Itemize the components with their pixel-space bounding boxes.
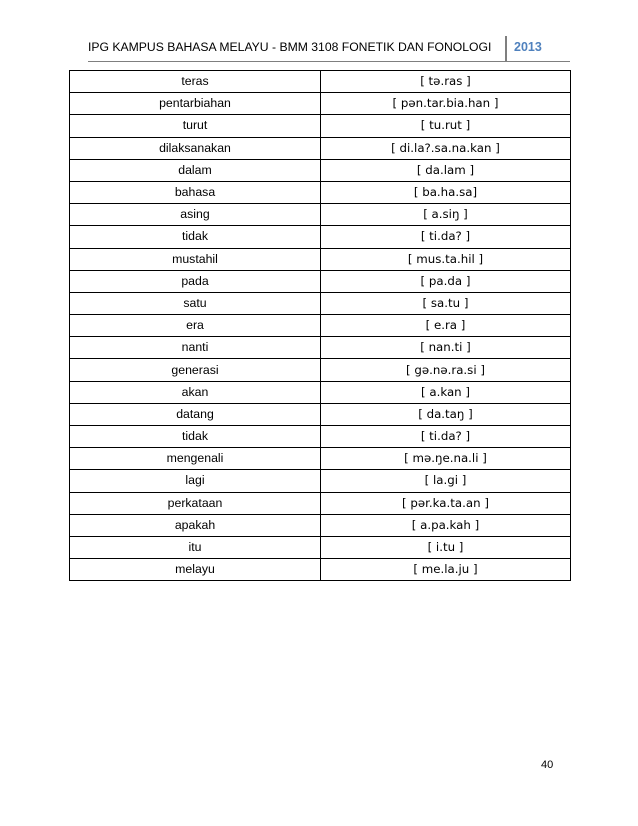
word-cell: dalam: [70, 159, 321, 181]
transcription-cell: [ a.siŋ ]: [321, 204, 571, 226]
table-row: [70, 448, 571, 470]
table-row: [70, 270, 571, 292]
transcription-cell: [ nan.ti ]: [321, 337, 571, 359]
transcription-cell: [ gə.nə.ra.si ]: [321, 359, 571, 381]
table-row: [70, 337, 571, 359]
table-row: [70, 226, 571, 248]
table-row: [70, 93, 571, 115]
word-cell: datang: [70, 403, 321, 425]
word-cell: akan: [70, 381, 321, 403]
word-cell: teras: [70, 71, 321, 93]
word-cell: pentarbiahan: [70, 93, 321, 115]
word-cell: apakah: [70, 514, 321, 536]
table-row: [70, 71, 571, 93]
word-cell: tidak: [70, 226, 321, 248]
word-cell: turut: [70, 115, 321, 137]
table-row: [70, 426, 571, 448]
word-cell: itu: [70, 536, 321, 558]
transcription-table: [69, 70, 568, 581]
word-cell: satu: [70, 292, 321, 314]
word-cell: pada: [70, 270, 321, 292]
transcription-cell: [ i.tu ]: [321, 536, 571, 558]
table-row: [70, 159, 571, 181]
word-cell: generasi: [70, 359, 321, 381]
table-row: [70, 514, 571, 536]
table-row: [70, 559, 571, 581]
transcription-cell: [ e.ra ]: [321, 315, 571, 337]
table-row: [70, 359, 571, 381]
transcription-cell: [ ba.ha.sa]: [321, 181, 571, 203]
table-row: [70, 403, 571, 425]
word-cell: mustahil: [70, 248, 321, 270]
word-cell: bahasa: [70, 181, 321, 203]
table-row: [70, 292, 571, 314]
word-cell: tidak: [70, 426, 321, 448]
word-cell: dilaksanakan: [70, 137, 321, 159]
transcription-cell: [ pa.da ]: [321, 270, 571, 292]
transcription-cell: [ mus.ta.hil ]: [321, 248, 571, 270]
header-year: 2013: [514, 40, 542, 54]
word-cell: era: [70, 315, 321, 337]
table-row: [70, 470, 571, 492]
header-title: IPG KAMPUS BAHASA MELAYU - BMM 3108 FONETIK DAN FONOLOGI: [88, 40, 492, 54]
table-row: [70, 115, 571, 137]
table-row: [70, 315, 571, 337]
transcription-cell: [ a.pa.kah ]: [321, 514, 571, 536]
transcription-cell: [ ti.da? ]: [321, 426, 571, 448]
transcription-cell: [ tu.rut ]: [321, 115, 571, 137]
transcription-cell: [ ti.da? ]: [321, 226, 571, 248]
transcription-cell: [ pən.tar.bia.han ]: [321, 93, 571, 115]
transcription-cell: [ da.lam ]: [321, 159, 571, 181]
transcription-cell: [ di.la?.sa.na.kan ]: [321, 137, 571, 159]
page-number: 40: [541, 759, 554, 771]
word-cell: asing: [70, 204, 321, 226]
transcription-cell: [ pər.ka.ta.an ]: [321, 492, 571, 514]
table-body: [70, 71, 571, 581]
table-row: [70, 204, 571, 226]
transcription-cell: [ me.la.ju ]: [321, 559, 571, 581]
table-row: [70, 536, 571, 558]
table-row: [70, 137, 571, 159]
transcription-cell: [ mə.ŋe.na.li ]: [321, 448, 571, 470]
word-cell: lagi: [70, 470, 321, 492]
header-rule: [88, 61, 570, 62]
transcription-cell: [ a.kan ]: [321, 381, 571, 403]
word-cell: melayu: [70, 559, 321, 581]
word-cell: nanti: [70, 337, 321, 359]
table-row: [70, 181, 571, 203]
page-header: [88, 36, 568, 62]
transcription-cell: [ da.taŋ ]: [321, 403, 571, 425]
table-row: [70, 381, 571, 403]
table-row: [70, 248, 571, 270]
header-divider: [505, 36, 507, 61]
transcription-cell: [ tə.ras ]: [321, 71, 571, 93]
transcription-cell: [ la.gi ]: [321, 470, 571, 492]
word-cell: perkataan: [70, 492, 321, 514]
table-row: [70, 492, 571, 514]
transcription-cell: [ sa.tu ]: [321, 292, 571, 314]
word-cell: mengenali: [70, 448, 321, 470]
